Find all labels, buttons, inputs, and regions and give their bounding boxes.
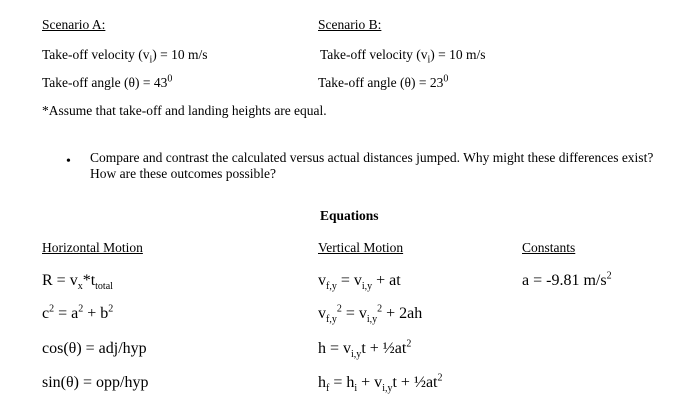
scenario-a-title: Scenario A:: [42, 17, 106, 32]
assumption-note: *Assume that take-off and landing heights are equal.: [42, 103, 327, 118]
column-header: Horizontal Motion: [42, 240, 143, 255]
equation-text: t + ½at: [392, 374, 438, 391]
equation: [318, 372, 443, 395]
scenario-b-title: Scenario B:: [318, 17, 382, 32]
equation-subscript: i: [354, 383, 358, 395]
equation-subscript: f,y: [326, 281, 337, 293]
column-header: Constants: [522, 240, 576, 255]
scenario-a-angle: [42, 75, 172, 91]
equation-text: + at: [372, 272, 401, 289]
equation-text: t + ½at: [361, 340, 407, 357]
scenario-b-angle: [318, 75, 448, 91]
scenario-a-velocity: [42, 47, 208, 66]
scenario-b-velocity: [320, 47, 486, 66]
equation-subscript: i: [427, 54, 431, 66]
equation-text: = a: [54, 305, 79, 322]
equation-subscript: i,y: [382, 383, 393, 395]
equation-text: + 2ah: [382, 305, 423, 322]
equation-text: = v: [341, 305, 367, 322]
equation-text: c: [42, 305, 50, 322]
equations-heading: Equations: [320, 208, 379, 223]
equation: [318, 272, 401, 293]
equation-text: h = v: [318, 340, 352, 357]
equation-subscript: i,y: [366, 314, 378, 326]
discussion-question: Compare and contrast the calculated versus actual distances jumped. Why might these differences exist? How are these outcomes possible?: [90, 150, 654, 181]
equation: [42, 374, 148, 392]
equation: [42, 272, 113, 293]
equation-supscript: 2: [78, 303, 84, 315]
equation-text: h: [318, 374, 326, 391]
equation-subscript: i: [149, 54, 153, 66]
equation-text: v: [318, 305, 326, 322]
equation: [42, 340, 147, 358]
equation-text: + b: [83, 305, 109, 322]
equation-text: R = v: [42, 272, 78, 289]
equation-supscript: 2: [336, 303, 342, 315]
equation-subscript: f: [326, 383, 330, 395]
equation-subscript: f,y: [326, 314, 337, 326]
equation-text: = h: [329, 374, 355, 391]
equation: [318, 338, 412, 361]
equation-subscript: x: [77, 281, 83, 293]
equation-supscript: 2: [437, 372, 443, 384]
equation-supscript: 2: [406, 338, 412, 350]
equation: [522, 272, 612, 290]
equation-text: ) = 10 m/s: [430, 47, 486, 62]
equation-text: ) = 10 m/s: [152, 47, 208, 62]
equation-subscript: i,y: [361, 281, 373, 293]
equation-text: v: [318, 272, 326, 289]
equation-text: Take-off velocity (v: [320, 47, 428, 62]
equation-supscript: 2: [606, 270, 612, 282]
equation: [318, 303, 423, 326]
equation-text: Take-off angle (θ) = 43: [42, 75, 168, 90]
equation-supscript: 0: [443, 73, 449, 85]
equation-supscript: 2: [49, 303, 55, 315]
equation-text: sin(θ) = opp/hyp: [42, 374, 149, 391]
equation-text: + v: [357, 374, 383, 391]
equation-text: a = -9.81 m/s: [522, 272, 607, 289]
equation-text: = v: [336, 272, 362, 289]
equation-text: cos(θ) = adj/hyp: [42, 340, 147, 357]
column-header: Vertical Motion: [318, 240, 404, 255]
equation-text: Take-off angle (θ) = 23: [318, 75, 444, 90]
equation-supscript: 0: [167, 73, 173, 85]
equation-supscript: 2: [108, 303, 114, 315]
equation-subscript: total: [95, 281, 113, 293]
equation-text: Take-off velocity (v: [42, 47, 150, 62]
equation-subscript: i,y: [351, 349, 362, 361]
equation: [42, 305, 113, 323]
bullet-icon: •: [66, 154, 71, 169]
equation-text: *t: [82, 272, 96, 289]
equation-supscript: 2: [377, 303, 383, 315]
